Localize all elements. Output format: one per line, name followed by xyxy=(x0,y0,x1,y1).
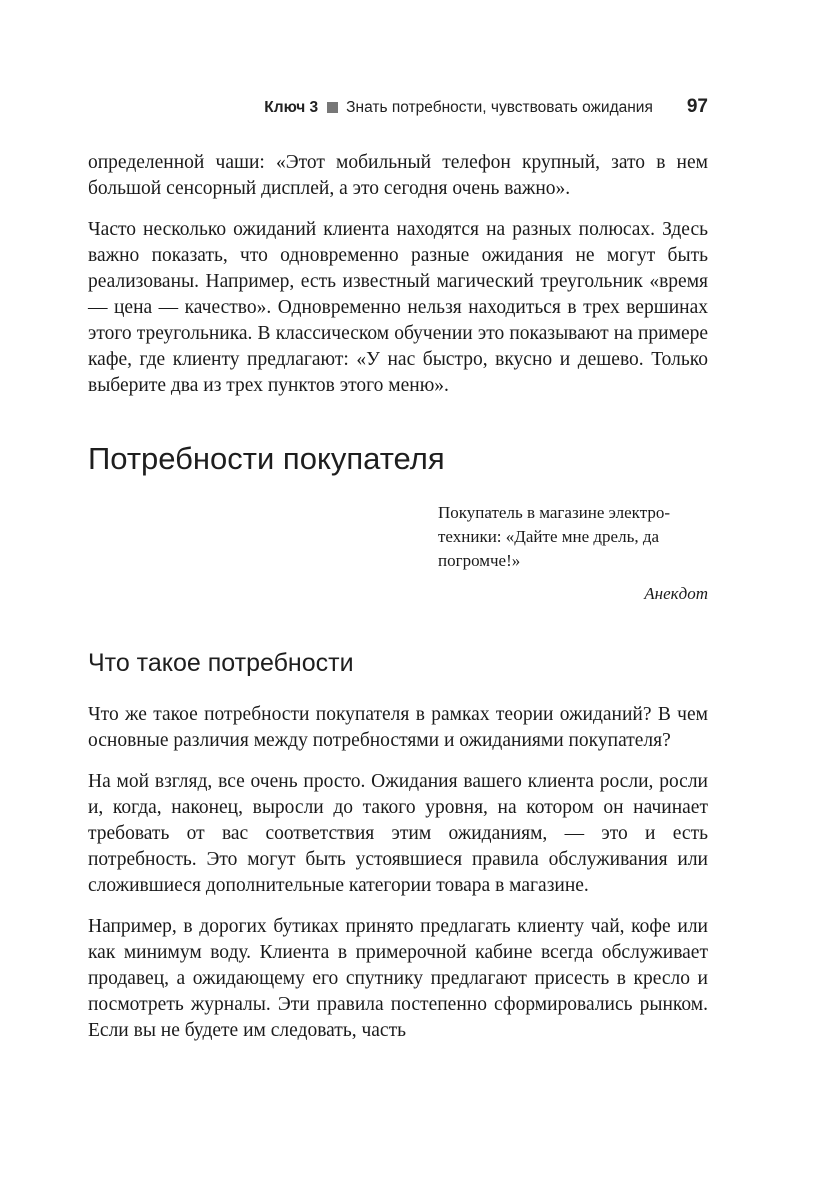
paragraph: Например, в дорогих бутиках принято предлагать клиенту чай, кофе или как минимум воду. Клиента в примерочной кабине всегда обслуживает продавец, а ожидающему его спутнику предлагают присесть в кресло и посмотреть журналы. Эти правила постепенно сформировались рынком. Если вы не будете им следовать, часть xyxy=(88,916,708,1041)
paragraph: Что же такое потребности покупателя в рамках теории ожиданий? В чем основные различия между потребностями и ожиданиями покупателя? xyxy=(88,704,708,751)
paragraph: определенной чаши: «Этот мобильный телефон крупный, зато в нем большой сенсорный дисплей, а это сегодня очень важно». xyxy=(88,152,708,199)
running-head xyxy=(88,96,708,118)
running-head-key: Ключ 3 xyxy=(264,99,319,116)
epigraph xyxy=(438,501,708,606)
epigraph-text: Покупатель в магазине электротехники: «Дайте мне дрель, да погромче!» xyxy=(438,503,671,570)
square-bullet-icon xyxy=(327,102,338,113)
epigraph-source: Анекдот xyxy=(644,584,708,603)
page-content xyxy=(88,150,708,1059)
subsection-title: Что такое потребности xyxy=(88,649,354,677)
section-title: Потребности покупателя xyxy=(88,441,445,476)
paragraph: Часто несколько ожиданий клиента находятся на разных полюсах. Здесь важно показать, что одновременно разные ожидания не могут быть реализованы. Например, есть известный магический треугольник «время — цена — качество». Одновременно нельзя находиться в трех вершинах этого треугольника. В классическом обучении это показывают на примере кафе, где клиенту предлагают: «У нас быстро, вкусно и дешево. Только выберите два из трех пунктов этого меню». xyxy=(88,219,708,396)
running-head-chapter: Знать потребности, чувствовать ожидания xyxy=(346,99,653,116)
page-number: 97 xyxy=(686,96,708,117)
paragraph: На мой взгляд, все очень просто. Ожидания вашего клиента росли, росли и, когда, наконец, выросли до такого уровня, на котором он начинает требовать от вас соответствия этим ожиданиям, — это и есть потребность. Это могут быть устоявшиеся правила обслуживания или сложившиеся дополнительные категории товара в магазине. xyxy=(88,771,708,896)
